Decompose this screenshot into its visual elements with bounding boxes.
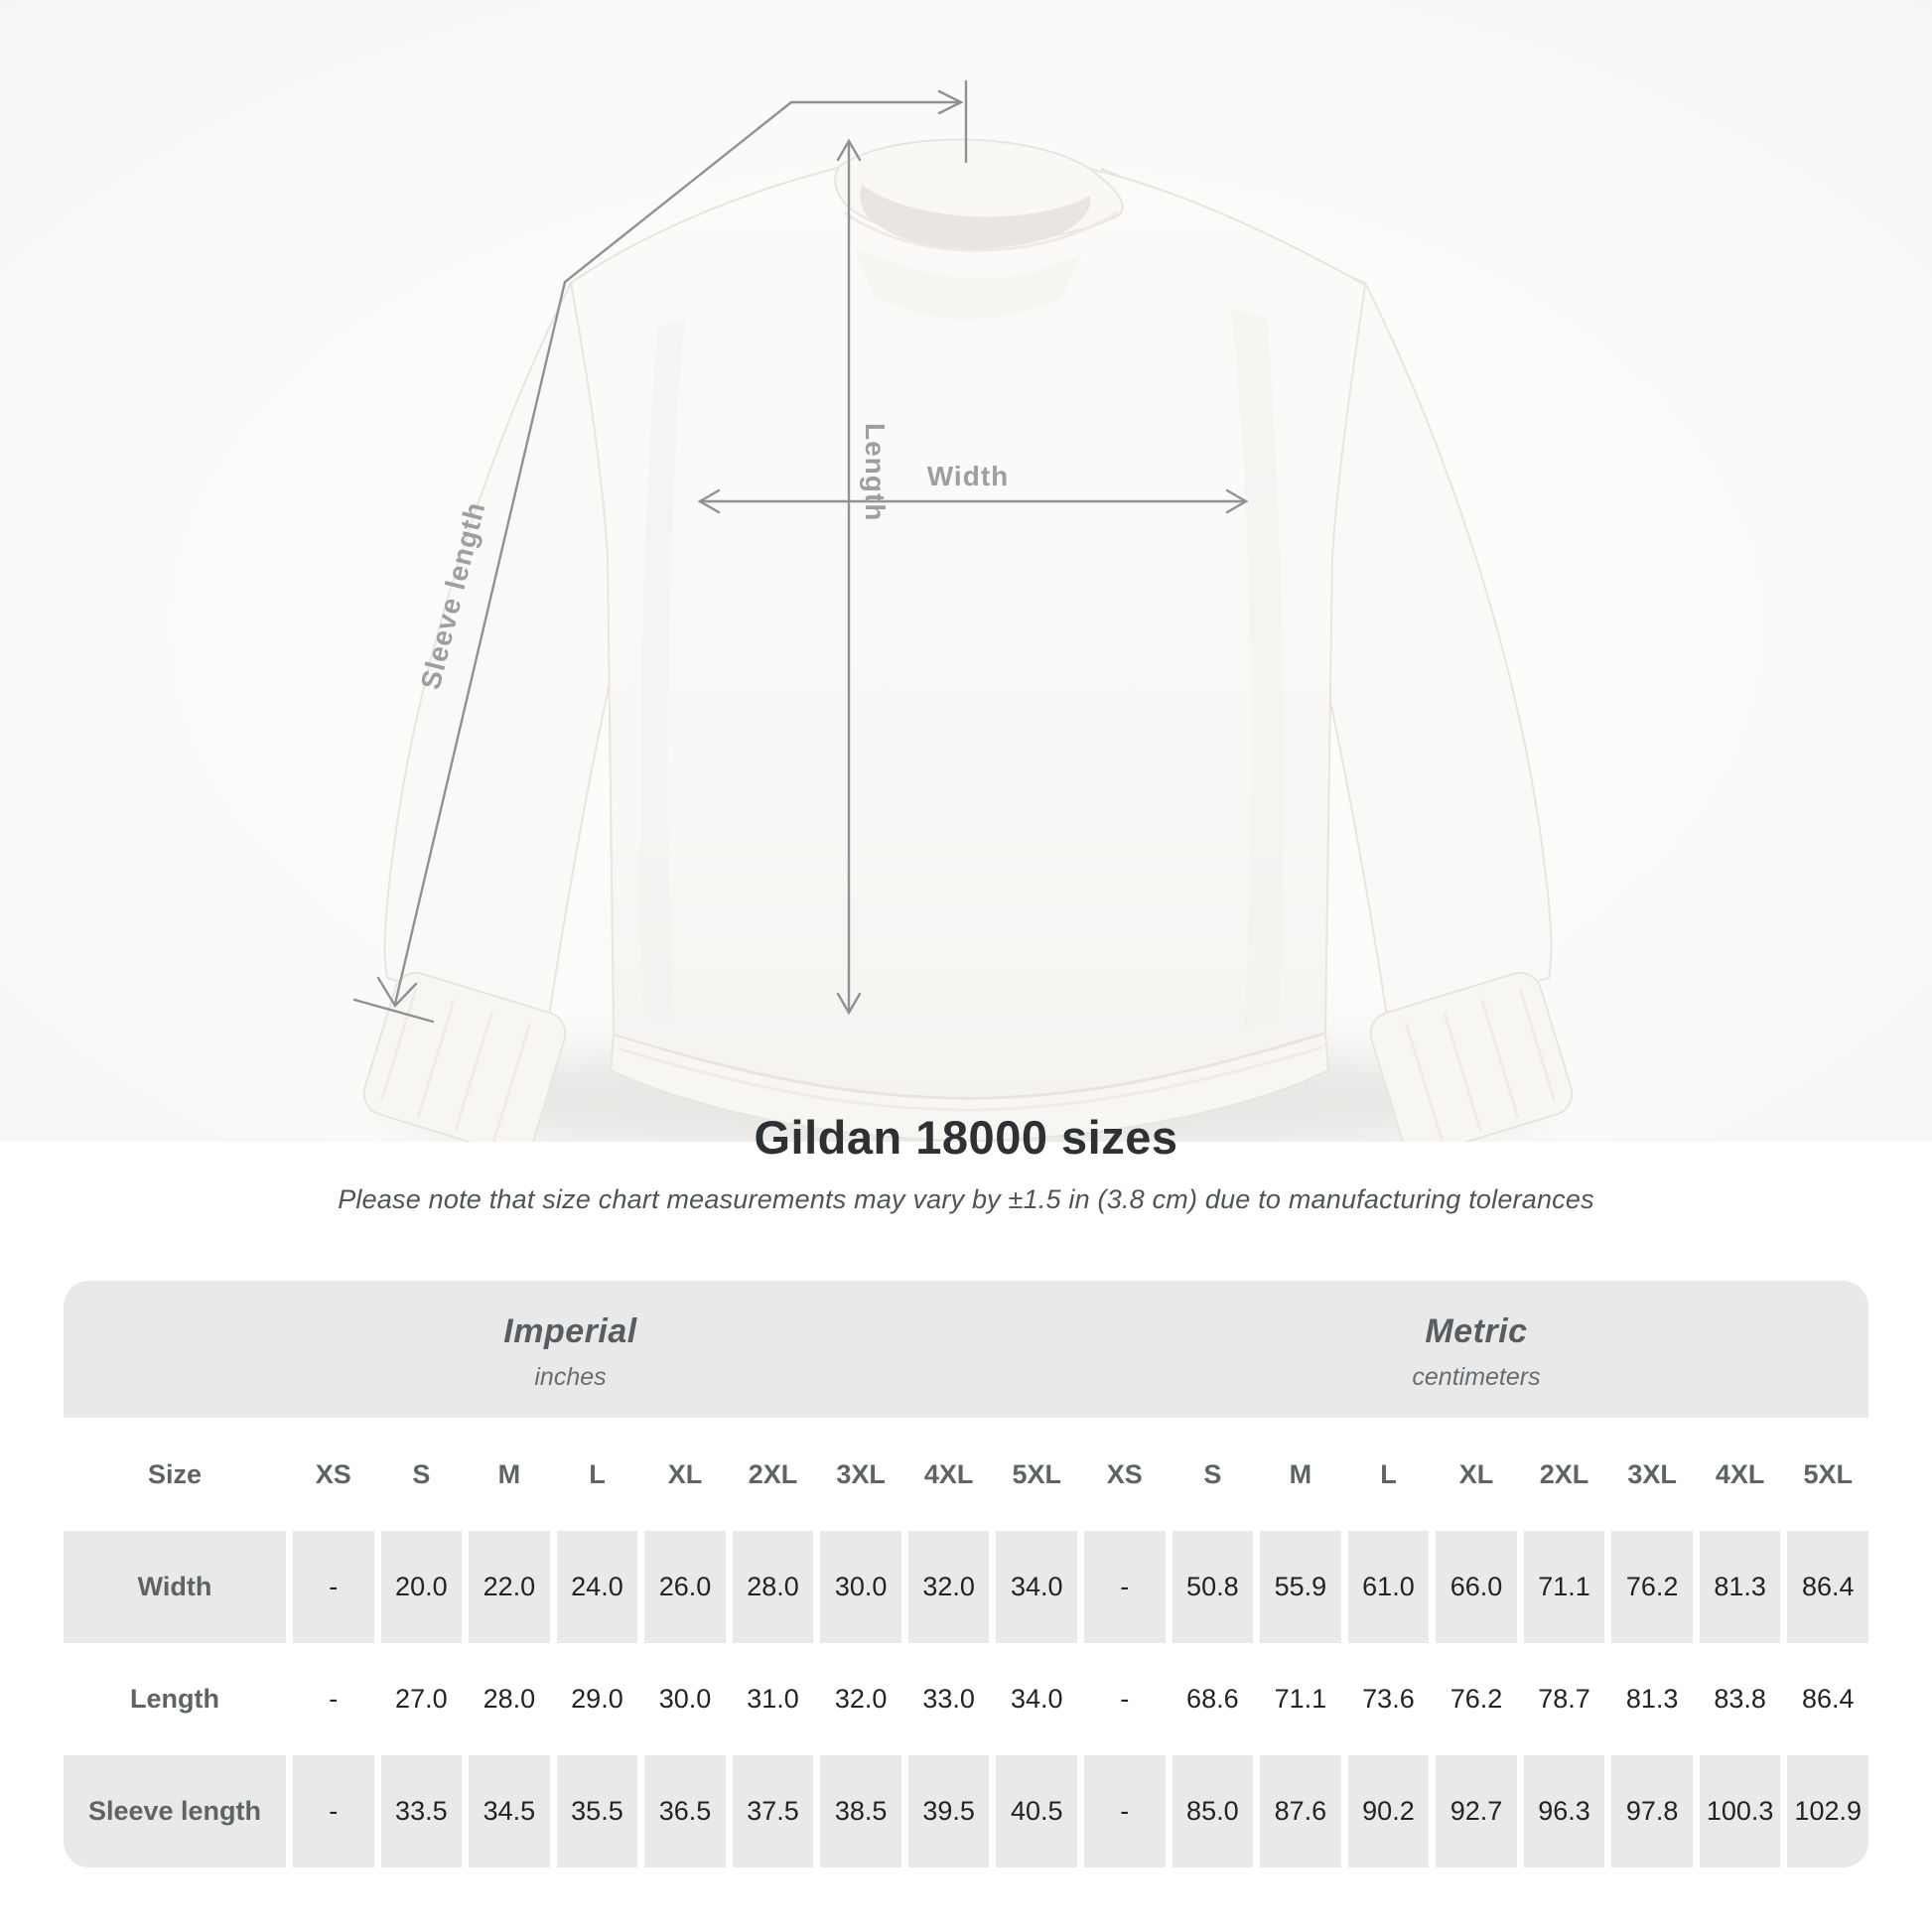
imperial-value-cell: 35.5 xyxy=(557,1755,638,1867)
imperial-size-column-header: M xyxy=(469,1418,550,1531)
imperial-value-cell: - xyxy=(293,1755,374,1867)
imperial-value-cell: 39.5 xyxy=(908,1755,990,1867)
metric-unit: centimeters xyxy=(1412,1363,1541,1391)
imperial-value-cell: 34.0 xyxy=(996,1643,1077,1755)
imperial-value-cell: 29.0 xyxy=(557,1643,638,1755)
length-label: Length xyxy=(860,423,891,522)
imperial-value-cell: 34.0 xyxy=(996,1531,1077,1643)
imperial-value-cell: 31.0 xyxy=(733,1643,814,1755)
imperial-value-cell: 32.0 xyxy=(820,1643,901,1755)
imperial-value-cell: 20.0 xyxy=(381,1531,463,1643)
metric-value-cell: 78.7 xyxy=(1524,1643,1605,1755)
title-block xyxy=(0,1110,1932,1215)
metric-value-cell: 71.1 xyxy=(1524,1531,1605,1643)
width-label: Width xyxy=(926,461,1010,491)
metric-value-cell: 86.4 xyxy=(1787,1531,1868,1643)
imperial-value-cell: 22.0 xyxy=(469,1531,550,1643)
imperial-value-cell: 24.0 xyxy=(557,1531,638,1643)
imperial-value-cell: 38.5 xyxy=(820,1755,901,1867)
metric-value-cell: 50.8 xyxy=(1173,1531,1254,1643)
imperial-section-header xyxy=(64,1281,1077,1418)
metric-size-column-header: XL xyxy=(1436,1418,1517,1531)
row-label: Length xyxy=(64,1643,286,1755)
metric-size-column-header: 4XL xyxy=(1700,1418,1781,1531)
imperial-value-cell: 27.0 xyxy=(381,1643,463,1755)
row-label: Width xyxy=(64,1531,286,1643)
metric-value-cell: 61.0 xyxy=(1348,1531,1430,1643)
metric-value-cell: - xyxy=(1084,1755,1166,1867)
metric-value-cell: 55.9 xyxy=(1260,1531,1341,1643)
imperial-size-column-header: 3XL xyxy=(820,1418,901,1531)
imperial-size-column-header: XL xyxy=(644,1418,726,1531)
metric-value-cell: 86.4 xyxy=(1787,1643,1868,1755)
imperial-value-cell: 34.5 xyxy=(469,1755,550,1867)
metric-value-cell: 92.7 xyxy=(1436,1755,1517,1867)
metric-value-cell: 73.6 xyxy=(1348,1643,1430,1755)
tolerance-note: Please note that size chart measurements may vary by ±1.5 in (3.8 cm) due to manufacturing tolerances xyxy=(338,1184,1594,1214)
imperial-value-cell: 32.0 xyxy=(908,1531,990,1643)
metric-title: Metric xyxy=(1425,1312,1528,1350)
sleeve-length-label: Sleeve length xyxy=(414,498,491,693)
imperial-size-column-header: 5XL xyxy=(996,1418,1077,1531)
imperial-value-cell: 30.0 xyxy=(644,1643,726,1755)
metric-value-cell: 85.0 xyxy=(1173,1755,1254,1867)
metric-value-cell: 96.3 xyxy=(1524,1755,1605,1867)
imperial-size-column-header: 2XL xyxy=(733,1418,814,1531)
imperial-size-column-header: L xyxy=(557,1418,638,1531)
imperial-value-cell: 33.5 xyxy=(381,1755,463,1867)
metric-size-column-header: L xyxy=(1348,1418,1430,1531)
metric-value-cell: 81.3 xyxy=(1700,1531,1781,1643)
metric-size-column-header: 2XL xyxy=(1524,1418,1605,1531)
imperial-value-cell: 26.0 xyxy=(644,1531,726,1643)
metric-value-cell: 87.6 xyxy=(1260,1755,1341,1867)
metric-value-cell: - xyxy=(1084,1643,1166,1755)
units-header-band xyxy=(64,1281,1868,1418)
metric-value-cell: 76.2 xyxy=(1436,1643,1517,1755)
imperial-value-cell: 36.5 xyxy=(644,1755,726,1867)
metric-value-cell: 81.3 xyxy=(1611,1643,1693,1755)
imperial-value-cell: - xyxy=(293,1531,374,1643)
metric-value-cell: 71.1 xyxy=(1260,1643,1341,1755)
size-table-grid xyxy=(64,1418,1868,1867)
imperial-size-column-header: S xyxy=(381,1418,463,1531)
metric-value-cell: 76.2 xyxy=(1611,1531,1693,1643)
metric-value-cell: 100.3 xyxy=(1700,1755,1781,1867)
imperial-value-cell: 30.0 xyxy=(820,1531,901,1643)
metric-value-cell: 102.9 xyxy=(1787,1755,1868,1867)
imperial-value-cell: - xyxy=(293,1643,374,1755)
metric-value-cell: 66.0 xyxy=(1436,1531,1517,1643)
metric-value-cell: 90.2 xyxy=(1348,1755,1430,1867)
metric-value-cell: 68.6 xyxy=(1173,1643,1254,1755)
imperial-size-column-header: 4XL xyxy=(908,1418,990,1531)
imperial-value-cell: 28.0 xyxy=(733,1531,814,1643)
imperial-unit: inches xyxy=(534,1363,607,1391)
imperial-value-cell: 33.0 xyxy=(908,1643,990,1755)
row-label: Sleeve length xyxy=(64,1755,286,1867)
size-table xyxy=(64,1281,1868,1867)
size-header-corner: Size xyxy=(64,1418,286,1531)
imperial-value-cell: 40.5 xyxy=(996,1755,1077,1867)
imperial-size-column-header: XS xyxy=(293,1418,374,1531)
metric-value-cell: 83.8 xyxy=(1700,1643,1781,1755)
imperial-value-cell: 28.0 xyxy=(469,1643,550,1755)
metric-section-header xyxy=(1084,1281,1868,1418)
metric-value-cell: - xyxy=(1084,1531,1166,1643)
imperial-value-cell: 37.5 xyxy=(733,1755,814,1867)
metric-value-cell: 97.8 xyxy=(1611,1755,1693,1867)
metric-size-column-header: 5XL xyxy=(1787,1418,1868,1531)
page-title: Gildan 18000 sizes xyxy=(754,1111,1178,1164)
metric-size-column-header: 3XL xyxy=(1611,1418,1693,1531)
metric-size-column-header: XS xyxy=(1084,1418,1166,1531)
imperial-title: Imperial xyxy=(503,1312,637,1350)
metric-size-column-header: M xyxy=(1260,1418,1341,1531)
metric-size-column-header: S xyxy=(1173,1418,1254,1531)
